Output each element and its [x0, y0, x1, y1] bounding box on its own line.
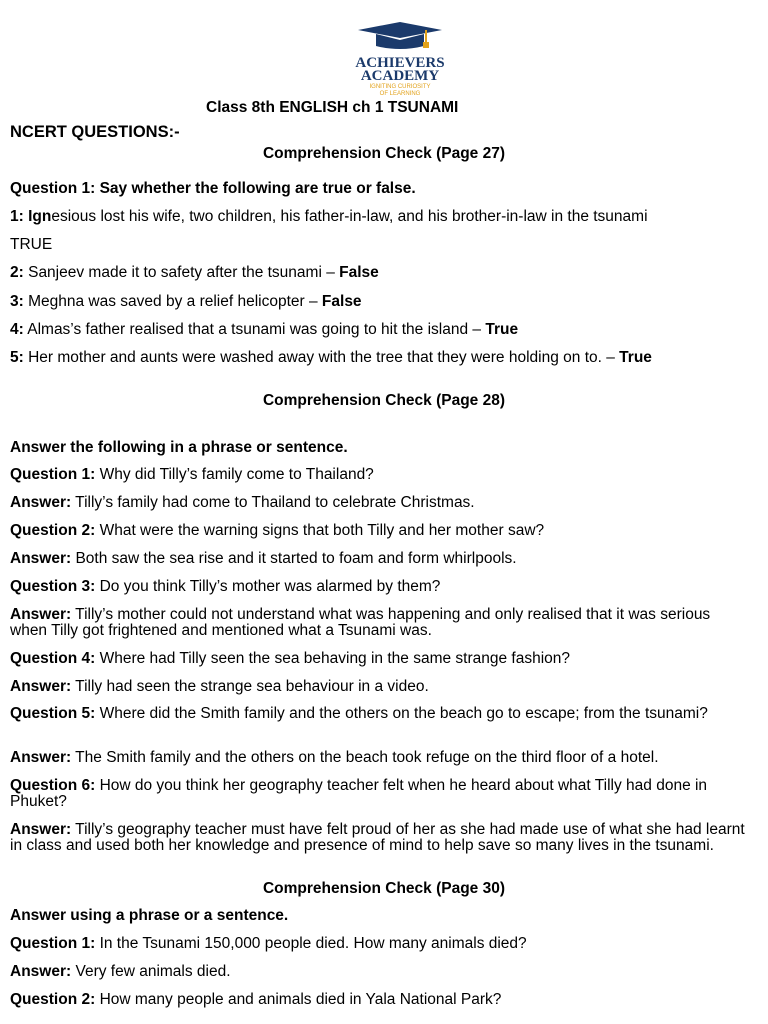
question-2-2 [10, 523, 544, 539]
logo-name-line2: ACADEMY [360, 68, 440, 84]
answer-label: Answer: [10, 963, 72, 980]
question-2-1 [10, 467, 374, 483]
document-title: Class 8th ENGLISH ch 1 TSUNAMI [206, 99, 459, 116]
question-text: Where did the Smith family and the others on the beach go to escape; from the tsunami? [95, 705, 708, 722]
question-label: Question 4: [10, 650, 96, 667]
answer-2-4 [10, 679, 429, 695]
question-instruction-2: Answer the following in a phrase or sentence. [10, 439, 348, 456]
item-answer: True [485, 321, 519, 338]
item-text: Meghna was saved by a relief helicopter – [23, 293, 322, 310]
question-3-1 [10, 936, 527, 952]
answer-2-2 [10, 551, 517, 567]
true-false-item-5 [10, 350, 652, 366]
answer-text: Both saw the sea rise and it started to foam and form whirlpools. [71, 550, 517, 567]
item-number: 4: [10, 321, 24, 338]
graduation-cap-icon [318, 20, 478, 98]
answer-label: Answer: [10, 678, 72, 695]
question-label: Question 2: [10, 991, 96, 1008]
answer-label: Answer: [10, 606, 72, 623]
item-text: Almas’s father realised that a tsunami was going to hit the island – [23, 321, 486, 338]
answer-text: Tilly had seen the strange sea behaviour in a video. [71, 678, 429, 695]
question-instruction-1: Question 1: Say whether the following are true or false. [10, 180, 416, 197]
comprehension-check-heading-1: Comprehension Check (Page 27) [262, 145, 506, 162]
question-label: Question 1: [10, 466, 96, 483]
answer-label: Answer: [10, 821, 72, 838]
answer-2-3 [10, 607, 750, 639]
true-false-item-4 [10, 322, 518, 338]
item-answer: False [339, 264, 379, 281]
true-false-item-2 [10, 265, 379, 281]
answer-label: Answer: [10, 494, 72, 511]
answer-label: Answer: [10, 749, 72, 766]
question-label: Question 1: [10, 935, 96, 952]
section-heading: NCERT QUESTIONS:- [10, 123, 180, 141]
logo-tagline-line2: OF LEARNING [379, 91, 421, 97]
question-2-6 [10, 778, 750, 810]
answer-text: The Smith family and the others on the beach took refuge on the third floor of a hotel. [71, 749, 659, 766]
answer-2-6 [10, 822, 750, 854]
question-label: Question 2: [10, 522, 96, 539]
question-3-2 [10, 992, 501, 1008]
item-text: Sanjeev made it to safety after the tsunami – [23, 264, 340, 281]
item-number: 2: [10, 264, 24, 281]
comprehension-check-heading-2: Comprehension Check (Page 28) [262, 392, 506, 409]
answer-text: Tilly’s geography teacher must have felt proud of her as she had made use of what she had learnt in class and used both her knowledge and presence of mind to help save so many lives in the tsunami. [10, 821, 745, 854]
question-instruction-3: Answer using a phrase or a sentence. [10, 907, 289, 924]
answer-text: Tilly’s mother could not understand what was happening and only realised that it was serious when Tilly got frightened and mentioned what a Tsunami was. [10, 606, 711, 639]
item-text: esious lost his wife, two children, his father-in-law, and his brother-in-law in the tsunami [51, 208, 648, 225]
academy-logo [318, 20, 478, 98]
answer-text: Very few animals died. [71, 963, 231, 980]
question-2-4 [10, 651, 570, 667]
true-false-item-3 [10, 294, 362, 310]
item-text: Her mother and aunts were washed away with the tree that they were holding on to. – [23, 349, 620, 366]
comprehension-check-heading-3: Comprehension Check (Page 30) [262, 880, 506, 897]
item-number: 3: [10, 293, 24, 310]
answer-2-5 [10, 750, 659, 766]
item-answer: False [321, 293, 362, 310]
question-2-3 [10, 579, 440, 595]
question-text: How do you think her geography teacher felt when he heard about what Tilly had done in Phuket? [10, 777, 708, 810]
question-text: How many people and animals died in Yala National Park? [95, 991, 502, 1008]
logo-tagline-line1: IGNITING CURIOSITY [369, 84, 431, 90]
question-text: Why did Tilly’s family come to Thailand? [95, 466, 374, 483]
question-2-5 [10, 706, 750, 722]
logo-name-line1: ACHIEVERS [355, 55, 445, 71]
question-label: Question 5: [10, 705, 96, 722]
question-label: Question 3: [10, 578, 96, 595]
true-false-answer-1: TRUE [10, 236, 53, 253]
question-text: Do you think Tilly’s mother was alarmed by them? [95, 578, 441, 595]
item-number: 5: [10, 349, 24, 366]
question-label: Question 6: [10, 777, 96, 794]
item-number: 1: [10, 208, 24, 225]
answer-label: Answer: [10, 550, 72, 567]
item-bold-lead: Ign [28, 208, 52, 225]
answer-text: Tilly’s family had come to Thailand to celebrate Christmas. [71, 494, 475, 511]
question-text: What were the warning signs that both Tilly and her mother saw? [95, 522, 545, 539]
item-answer: True [619, 349, 652, 366]
answer-2-1 [10, 495, 475, 511]
true-false-item-1 [10, 209, 648, 225]
question-text: Where had Tilly seen the sea behaving in the same strange fashion? [95, 650, 571, 667]
question-text: In the Tsunami 150,000 people died. How many animals died? [95, 935, 527, 952]
answer-3-1 [10, 964, 231, 980]
